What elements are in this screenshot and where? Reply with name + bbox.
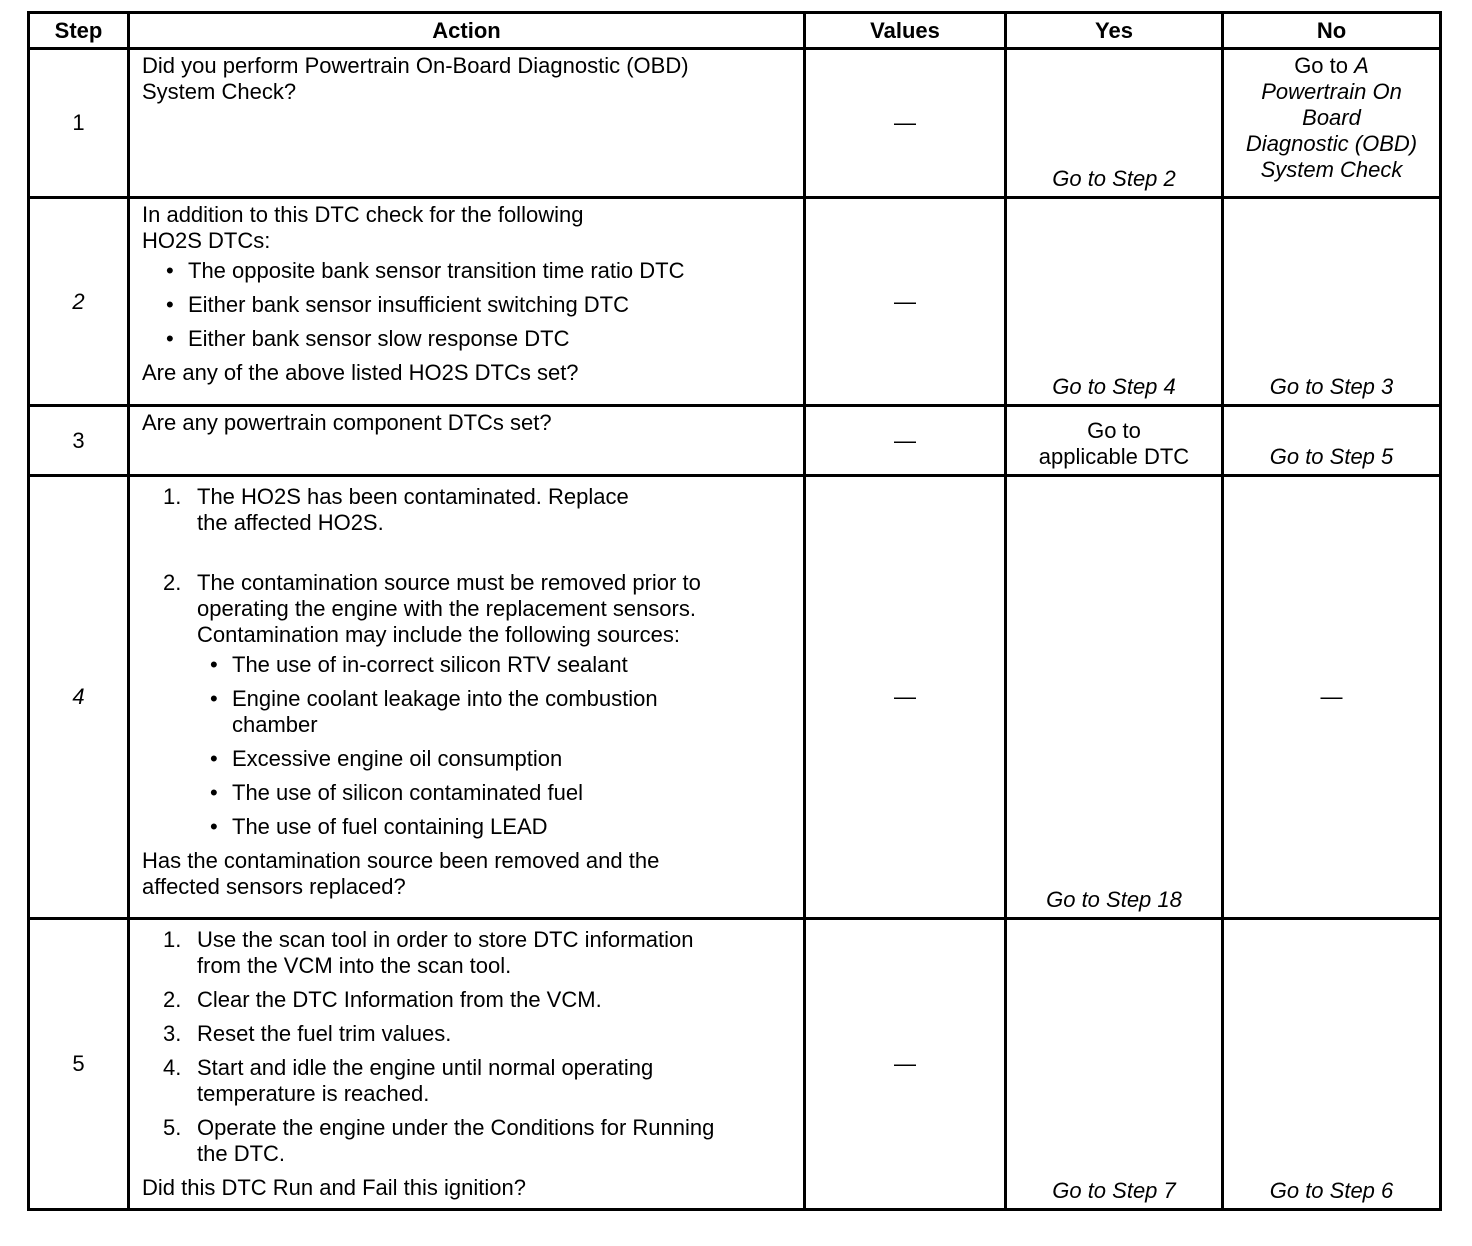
list-text: The HO2S has been contaminated. Replace <box>197 484 629 509</box>
values-cell: — <box>805 919 1006 1210</box>
list-number: 2. <box>163 987 182 1012</box>
list-item: • The use of in-correct silicon RTV sealant <box>232 652 793 678</box>
list-number: 4. <box>163 1055 182 1080</box>
list-text: operating the engine with the replacement sensors. <box>197 596 696 621</box>
action-cell <box>129 476 805 919</box>
step-number: 2 <box>29 198 129 406</box>
list-text: temperature is reached. <box>197 1081 430 1106</box>
bullet-list <box>142 652 793 840</box>
list-item: • The use of silicon contaminated fuel <box>232 780 793 806</box>
list-text: Clear the DTC Information from the VCM. <box>197 987 602 1012</box>
list-item <box>163 484 793 562</box>
action-text: HO2S DTCs: <box>142 228 271 253</box>
no-link-text[interactable]: Diagnostic (OBD) <box>1245 131 1418 156</box>
no-cell: — <box>1223 476 1441 919</box>
list-item <box>163 570 793 648</box>
list-text: the DTC. <box>197 1141 286 1166</box>
list-item: • Either bank sensor slow response DTC <box>188 326 793 352</box>
no-link-text[interactable]: A <box>1354 53 1369 78</box>
list-number: 1. <box>163 484 182 509</box>
action-cell <box>129 406 805 476</box>
no-link[interactable]: Go to Step 5 <box>1223 406 1441 476</box>
yes-text: Go to <box>1087 418 1141 443</box>
list-text: Start and idle the engine until normal operating <box>197 1055 654 1080</box>
list-number: 3. <box>163 1021 182 1046</box>
values-cell: — <box>805 406 1006 476</box>
header-step: Step <box>29 13 129 49</box>
no-link[interactable] <box>1223 49 1441 198</box>
action-text: Did you perform Powertrain On-Board Diagnostic (OBD) <box>142 53 689 78</box>
action-question: Has the contamination source been removed and the <box>142 848 660 873</box>
numbered-list <box>142 484 793 648</box>
no-link[interactable]: Go to Step 3 <box>1223 198 1441 406</box>
list-text: Use the scan tool in order to store DTC information <box>197 927 694 952</box>
no-link-text[interactable]: System Check <box>1260 157 1403 182</box>
action-text: In addition to this DTC check for the following <box>142 202 584 227</box>
step-number: 5 <box>29 919 129 1210</box>
list-text: the affected HO2S. <box>197 510 384 535</box>
no-prefix: Go to <box>1294 53 1355 78</box>
list-item <box>163 1115 793 1167</box>
header-action: Action <box>129 13 805 49</box>
no-link[interactable]: Go to Step 6 <box>1223 919 1441 1210</box>
list-item: • Either bank sensor insufficient switching DTC <box>188 292 793 318</box>
numbered-list <box>142 927 793 1167</box>
values-cell: — <box>805 476 1006 919</box>
list-number: 5. <box>163 1115 182 1140</box>
yes-link[interactable] <box>1006 406 1223 476</box>
table-row-step-4 <box>29 476 1441 919</box>
table-row-step-2 <box>29 198 1441 406</box>
table-row-step-1 <box>29 49 1441 198</box>
list-text: Reset the fuel trim values. <box>197 1021 452 1046</box>
table-row-step-5 <box>29 919 1441 1210</box>
action-text: Are any powertrain component DTCs set? <box>142 410 552 435</box>
list-item: • The use of fuel containing LEAD <box>232 814 793 840</box>
action-cell <box>129 49 805 198</box>
diagnostic-table <box>27 11 1442 1211</box>
values-cell: — <box>805 198 1006 406</box>
list-text: Operate the engine under the Conditions for Running <box>197 1115 715 1140</box>
table-row-step-3 <box>29 406 1441 476</box>
no-link-text[interactable]: Board <box>1302 105 1361 130</box>
list-item: • The opposite bank sensor transition time ratio DTC <box>188 258 793 284</box>
list-item: • Engine coolant leakage into the combustion chamber <box>232 686 732 738</box>
step-number: 3 <box>29 406 129 476</box>
list-text: Contamination may include the following sources: <box>197 622 681 647</box>
header-row <box>29 13 1441 49</box>
yes-link[interactable]: Go to Step 18 <box>1006 476 1223 919</box>
list-number: 1. <box>163 927 182 952</box>
action-question: Are any of the above listed HO2S DTCs set? <box>142 360 579 385</box>
list-text: The contamination source must be removed prior to <box>197 570 701 595</box>
yes-link[interactable]: Go to Step 4 <box>1006 198 1223 406</box>
list-item: • Excessive engine oil consumption <box>232 746 793 772</box>
header-values: Values <box>805 13 1006 49</box>
list-item <box>163 987 793 1013</box>
list-item <box>163 927 793 979</box>
step-number: 1 <box>29 49 129 198</box>
yes-text: applicable DTC <box>1038 444 1190 469</box>
list-item <box>163 1055 793 1107</box>
values-cell: — <box>805 49 1006 198</box>
action-cell <box>129 919 805 1210</box>
bullet-list <box>142 258 793 352</box>
yes-link[interactable]: Go to Step 2 <box>1006 49 1223 198</box>
action-question: affected sensors replaced? <box>142 874 406 899</box>
step-number: 4 <box>29 476 129 919</box>
list-item <box>163 1021 793 1047</box>
header-no: No <box>1223 13 1441 49</box>
header-yes: Yes <box>1006 13 1223 49</box>
yes-link[interactable]: Go to Step 7 <box>1006 919 1223 1210</box>
list-text: from the VCM into the scan tool. <box>197 953 512 978</box>
no-link-text[interactable]: Powertrain On <box>1261 79 1402 104</box>
list-number: 2. <box>163 570 182 595</box>
action-cell <box>129 198 805 406</box>
action-text: System Check? <box>142 79 297 104</box>
action-question: Did this DTC Run and Fail this ignition? <box>142 1175 526 1200</box>
